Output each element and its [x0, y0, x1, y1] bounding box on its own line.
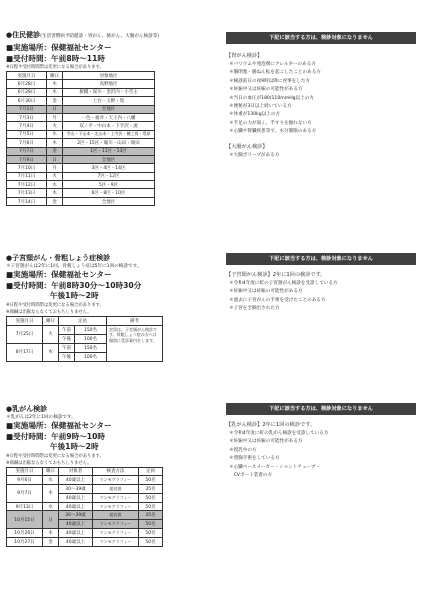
table-header-row	[7, 467, 163, 476]
cell-day: 木	[47, 80, 63, 88]
cell-date: 10月26日	[7, 529, 43, 538]
cell-area: 寺山・下山本・北山本・上寺沢・樋之岡・堤原	[63, 130, 155, 138]
colon-title: 【大腸がん検診】	[226, 143, 268, 150]
cell-date: 7月3日	[7, 113, 47, 121]
cell-area: 上台・玉野・堤	[63, 97, 155, 105]
list-item: ＊腸閉塞・腸ねん転を起こしたことのある方	[229, 70, 321, 76]
cell-date: 6月29日	[7, 88, 47, 96]
cell-slot: 午後	[59, 352, 75, 361]
resident-title-note: (生活習慣病予防健診・胃がん、肺がん、大腸がん検診等)	[40, 34, 160, 39]
cell-method: マンモグラフィー	[93, 520, 139, 529]
breast-venue: ■実施場所：保健福祉センター	[6, 421, 112, 430]
cell-target: 40歳以上	[59, 537, 93, 546]
cervical-section	[6, 253, 218, 362]
cervical-title: ●子宮頸がん・骨粗しょう症検診	[6, 254, 111, 262]
list-item: ＊令和4年度に町の子宮頸がん検診を受診している方	[229, 281, 338, 286]
cell-day: 水	[43, 476, 59, 485]
list-item: ＊令和4年度に町の乳がん検診を受診している方	[229, 431, 329, 436]
cervical-table	[6, 316, 163, 362]
cell-day: 金	[47, 147, 63, 155]
cell-date: 9月7日	[7, 485, 43, 503]
cervical-venue: ■実施場所：保健福祉センター	[6, 270, 112, 279]
header-date: 実施月日	[7, 316, 43, 325]
cell-date: 7月7日	[7, 147, 47, 155]
cervical-exclusion-bar: 下記に該当する方は、検診対象になりません	[226, 253, 416, 265]
breast-note2: ※節鍼は出鬆ならなくておもちしりません。	[6, 460, 92, 466]
list-item: ＊豊胸手術をしている方	[229, 456, 280, 462]
cell-area: 7区・12区	[63, 172, 155, 180]
cell-day: 火	[47, 122, 63, 130]
cell-date: 7月14日	[7, 197, 47, 205]
cell-day: 金	[43, 537, 59, 546]
table-row	[7, 105, 155, 113]
cell-date: 7月11日	[7, 172, 47, 180]
table-row	[7, 172, 155, 180]
cell-date: 8月17日	[7, 343, 43, 361]
header-target: 対象者	[59, 467, 93, 476]
cell-capacity: 35名	[139, 485, 163, 494]
header-day: 曜日	[43, 316, 59, 325]
list-item: ＊妊娠中又は妊娠の可能性がある方	[229, 289, 303, 295]
cell-capacity: 50名	[139, 493, 163, 502]
cell-day: 日	[43, 511, 59, 529]
cell-date: 6月28日	[7, 80, 47, 88]
header-remark: 備考	[107, 316, 163, 325]
cell-date: 7月9日	[7, 155, 47, 163]
table-row	[7, 122, 155, 130]
header-capacity: 定員	[139, 467, 163, 476]
breast-section	[6, 404, 218, 547]
cell-capacity: 150名	[75, 325, 107, 334]
list-item: ＊妊娠中又は妊娠の可能性がある方	[229, 87, 303, 93]
cell-day: 木	[47, 88, 63, 96]
cell-day: 木	[43, 529, 59, 538]
cell-area: 双ノ平・中山本・下手沢・流	[63, 122, 155, 130]
cell-capacity: 100名	[75, 352, 107, 361]
cell-method: マンモグラフィー	[93, 476, 139, 485]
breast-sub: ＊乳がんは2年に1回の検診です。	[6, 415, 76, 420]
cell-day: 火	[47, 172, 63, 180]
table-row	[7, 155, 155, 163]
cell-area: 高野地区	[63, 80, 155, 88]
cell-date: 7月2日	[7, 105, 47, 113]
header-capacity: 定員	[59, 316, 107, 325]
table-row	[7, 147, 155, 155]
table-row	[7, 88, 155, 96]
table-header-row	[7, 316, 163, 325]
cell-date: 6月30日	[7, 97, 47, 105]
cell-capacity: 150名	[75, 343, 107, 352]
header-area: 対象地区	[63, 72, 155, 80]
cell-slot: 午後	[59, 334, 75, 343]
table-row	[7, 80, 155, 88]
breast-table	[6, 467, 163, 547]
stomach-list	[226, 61, 416, 137]
table-row	[7, 113, 155, 121]
cell-date: 7月4日	[7, 122, 47, 130]
cell-date: 7月6日	[7, 139, 47, 147]
breast-exclusion-bar: 下記に該当する方は、検診対象になりません	[226, 403, 416, 415]
table-row	[7, 476, 163, 485]
cell-day: 日	[47, 105, 63, 113]
table-row	[7, 197, 155, 205]
table-header-row	[7, 72, 155, 80]
resident-title-text: ●住民健診	[6, 31, 41, 39]
cell-area: 板橋・泥川・金沢内・小雪主	[63, 88, 155, 96]
cell-area: 全地区	[63, 155, 155, 163]
cell-target: 40歳以上	[59, 493, 93, 502]
cell-target: 40歳以上	[59, 520, 93, 529]
resident-exclusion-bar: 下記に該当する方は、検診対象になりません	[226, 32, 416, 44]
cell-date: 10月27日	[7, 537, 43, 546]
cell-day: 木	[47, 139, 63, 147]
header-date: 実施月日	[7, 467, 43, 476]
breast-exclusion-box	[226, 403, 416, 480]
cell-method: マンモグラフィー	[93, 537, 139, 546]
table-row	[7, 511, 163, 520]
cell-capacity: 35名	[139, 511, 163, 520]
cell-date: 9月6日	[7, 476, 43, 485]
list-item: ＊心臓ペースメーカー・シャントチューブ・	[229, 464, 321, 470]
list-item: ＊バリウムや発泡剤にアレルギーのある方	[229, 62, 316, 67]
table-row	[7, 537, 163, 546]
table-row	[7, 485, 163, 494]
cervical-sub: ＊子宮頸がんは2年に1回、骨粗しょう症は5年に1回の検診です。	[6, 264, 142, 269]
table-row	[7, 529, 163, 538]
header-day: 曜日	[43, 467, 59, 476]
cell-area: 全地区	[63, 105, 155, 113]
cell-day: 水	[47, 130, 63, 138]
cell-target: 40歳以上	[59, 502, 93, 511]
header-day: 曜日	[47, 72, 63, 80]
cervical-note1: ※日程や受付時間帯は変更になる場合があります。	[6, 302, 104, 308]
cell-day: 水	[47, 181, 63, 189]
cell-method: 超音波	[93, 485, 139, 494]
cell-area: 2区・15区・堀川・山田・岡田	[63, 139, 155, 147]
cell-day: 火	[43, 325, 59, 343]
cell-day: 金	[47, 197, 63, 205]
cell-capacity: 50名	[139, 520, 163, 529]
cell-day: 木	[47, 189, 63, 197]
cervical-time2: 午後1時〜2時	[50, 291, 99, 300]
table-row	[7, 130, 155, 138]
list-item: ＊過去に子宮がんの手術を受けたことのある方	[229, 297, 326, 303]
list-item: CVポート装着の方	[229, 473, 273, 479]
resident-title	[6, 30, 218, 42]
cell-slot: 午前	[59, 325, 75, 334]
cell-date: 10月15日	[7, 511, 43, 529]
cell-area: 5区・9区	[63, 181, 155, 189]
cell-capacity: 50名	[139, 537, 163, 546]
resident-schedule-table	[6, 71, 155, 206]
cell-day: 木	[43, 485, 59, 503]
cell-remark: 定員は、子宮頸がん検診です。骨粗しょう症の方へは個別に受診案内をします。	[107, 325, 163, 361]
cell-date: 7月25日	[7, 325, 43, 343]
cervical-note2: ※節鍼は出鬆ならなくておもちしりません。	[6, 309, 92, 315]
table-row	[7, 97, 155, 105]
cell-area: 1区・11区・13区	[63, 147, 155, 155]
cell-area: 全地区	[63, 197, 155, 205]
cell-area: 6区・8区・10区	[63, 189, 155, 197]
cell-slot: 午前	[59, 343, 75, 352]
cell-capacity: 50名	[139, 529, 163, 538]
table-row	[7, 189, 155, 197]
cell-target: 30〜39歳	[59, 485, 93, 494]
list-item: ＊手足の力が弱く、手すりを握れない方	[229, 120, 312, 126]
list-item: ＊心臓や腎臓疾患等で、水分制限のある方	[229, 129, 317, 135]
cell-date: 7月12日	[7, 181, 47, 189]
table-row	[7, 164, 155, 172]
cell-method: 超音波	[93, 511, 139, 520]
cell-area: 一色・福井・天王内・八幡	[63, 113, 155, 121]
list-item: ＊便秘が3日以上続いている方	[229, 104, 292, 110]
resident-exclusion-box	[226, 32, 416, 160]
cervical-list	[226, 280, 416, 314]
breast-time2: 午後1時〜2時	[50, 442, 99, 451]
list-item: ＊子宮を全摘出された方	[229, 306, 280, 312]
cell-day: 月	[47, 164, 63, 172]
cell-date: 7月5日	[7, 130, 47, 138]
cell-area: 3区・4区・14区	[63, 164, 155, 172]
breast-time: ■受付時間：午前9時〜10時	[6, 431, 105, 441]
cervical-time: ■受付時間：午前8時30分〜10時30分	[6, 280, 142, 290]
header-date: 実施月日	[7, 72, 47, 80]
cell-date: 9月13日	[7, 502, 43, 511]
table-row	[7, 181, 155, 189]
breast-table-body	[7, 476, 163, 546]
breast-box-title: 【乳がん検診】2年に1回の検診です。	[226, 422, 316, 428]
header-method: 検査方法	[93, 467, 139, 476]
breast-list	[226, 430, 416, 480]
list-item: ＊検診前日の夜9時以降に食事をした方	[229, 78, 311, 84]
cell-target: 40歳以上	[59, 476, 93, 485]
list-item: ＊妊娠中又は妊娠の可能性がある方	[229, 439, 303, 445]
colon-list	[226, 152, 416, 160]
cell-day: 月	[47, 113, 63, 121]
stomach-title: 【胃がん検診】	[226, 53, 263, 59]
resident-table-body	[7, 80, 155, 206]
cell-day: 金	[47, 97, 63, 105]
resident-time: ■受付時間：午前8時〜11時	[6, 54, 105, 63]
cell-method: マンモグラフィー	[93, 529, 139, 538]
cell-date: 7月13日	[7, 189, 47, 197]
list-item: ＊大腸ポリープがある方	[229, 152, 280, 158]
cell-method: マンモグラフィー	[93, 502, 139, 511]
cell-target: 40歳以上	[59, 529, 93, 538]
list-item: ＊授乳中の方	[229, 447, 257, 453]
cell-capacity: 100名	[75, 334, 107, 343]
cell-date: 7月10日	[7, 164, 47, 172]
table-row	[7, 325, 163, 334]
resident-section	[6, 30, 218, 206]
table-row	[7, 139, 155, 147]
breast-title: ●乳がん検診	[6, 405, 48, 413]
table-row	[7, 502, 163, 511]
list-item: ＊体重が130kg以上の方	[229, 112, 281, 118]
cell-capacity: 50名	[139, 502, 163, 511]
breast-note1: ※日程や受付時間帯は変更になる場合があります。	[6, 453, 104, 459]
cell-day: 木	[43, 343, 59, 361]
cervical-exclusion-box	[226, 253, 416, 314]
resident-note: ※日程や受付時間帯は変更になる場合があります。	[6, 65, 104, 70]
cell-target: 30〜39歳	[59, 511, 93, 520]
resident-venue: ■実施場所：保健福祉センター	[6, 43, 112, 52]
cervical-box-title: 【子宮頸がん検診】2年に1回の検診です。	[226, 272, 326, 278]
cell-method: マンモグラフィー	[93, 493, 139, 502]
cell-capacity: 50名	[139, 476, 163, 485]
cell-day: 日	[47, 155, 63, 163]
list-item: ＊当日の血圧が180/110mmHg以上の方	[229, 95, 314, 101]
cell-day: 水	[43, 502, 59, 511]
